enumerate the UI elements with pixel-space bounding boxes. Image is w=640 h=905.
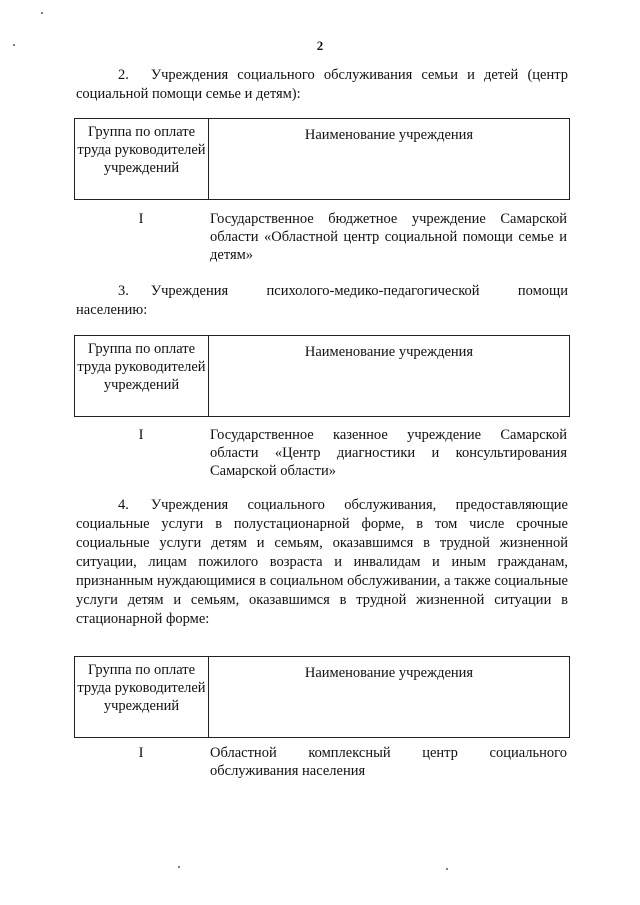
section-3-table-header xyxy=(74,335,570,417)
section-number: 3. xyxy=(118,283,129,299)
section-text: Учреждения социального обслуживания семьи и детей (центр социальной помощи семье и детям): xyxy=(76,67,568,102)
scan-speck xyxy=(178,866,180,868)
table-row-name: Государственное бюджетное учреждение Самарской области «Областной центр социальной помощи семье и детям» xyxy=(210,211,567,263)
scan-speck xyxy=(41,12,43,14)
table-row-name: Государственное казенное учреждение Самарской области «Центр диагностики и консультирования Самарской области» xyxy=(210,427,567,479)
column-header-group: Группа по оплате труда руководителей учреждений xyxy=(75,336,209,416)
section-number: 2. xyxy=(118,67,129,83)
section-2-table-header xyxy=(74,118,570,200)
table-row-group: I xyxy=(138,211,144,227)
section-text: Учреждения социального обслуживания, предоставляющие социальные услуги в полустационарной форме, в том числе срочные социальные услуги детям и семьям, оказавшимся в трудной жизненной ситуации, лицам пожилого возраста и инвалидам и иным гражданам, признанным нуждающимися в социальном обслуживании, а также социальные услуги детям и семьям, оказавшимся в трудной жизненной ситуации в стационарной форме: xyxy=(76,497,568,627)
column-header-name: Наименование учреждения xyxy=(304,665,474,681)
section-number: 4. xyxy=(118,497,129,513)
column-header-name: Наименование учреждения xyxy=(304,127,474,143)
table-row-group: I xyxy=(138,427,144,443)
section-4-table-header xyxy=(74,656,570,738)
column-header-name: Наименование учреждения xyxy=(304,344,474,360)
table-row-group: I xyxy=(138,745,144,761)
scan-speck xyxy=(446,868,448,870)
column-header-group: Группа по оплате труда руководителей учреждений xyxy=(75,119,209,199)
page-number: 2 xyxy=(316,38,324,53)
section-4-heading xyxy=(76,496,568,629)
section-3-heading xyxy=(76,282,568,320)
section-2-heading xyxy=(76,66,568,104)
column-header-group: Группа по оплате труда руководителей учреждений xyxy=(75,657,209,737)
section-text: Учреждения психолого-медико-педагогической помощи населению: xyxy=(76,283,568,318)
table-row-name: Областной комплексный центр социального обслуживания населения xyxy=(210,745,567,779)
